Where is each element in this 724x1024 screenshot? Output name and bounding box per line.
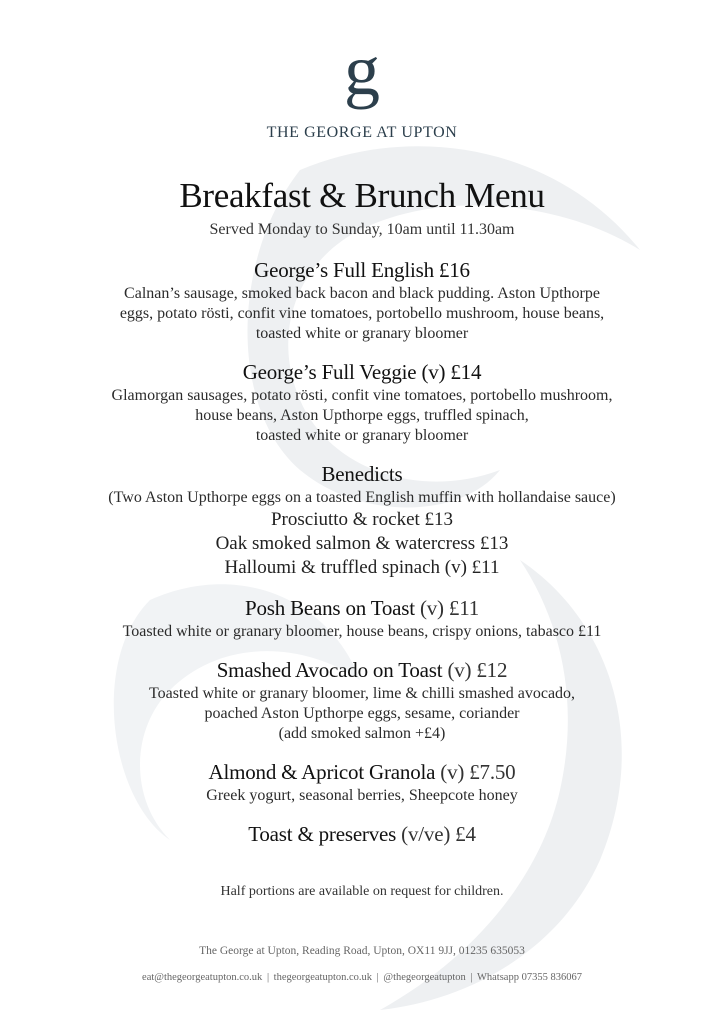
footer-separator: | (266, 972, 270, 983)
item-option: Prosciutto & rocket £13 (270, 509, 454, 530)
footer-social-link[interactable]: @thegeorgeatupton (383, 972, 466, 983)
footer-contacts (0, 972, 724, 983)
item-name: George’s Full Veggie (v) £14 (242, 360, 482, 384)
item-description-line: eggs, potato rösti, confit vine tomatoes, portobello mushroom, house beans, (119, 305, 605, 322)
item-heading (0, 594, 724, 622)
footer-whatsapp: Whatsapp 07355 836067 (476, 972, 582, 983)
menu-title: Breakfast & Brunch Menu (179, 176, 545, 215)
menu-item (0, 256, 724, 344)
item-description-line: Toasted white or granary bloomer, house beans, crispy onions, tabasco £11 (122, 623, 602, 640)
item-price: (v/ve) £4 (396, 822, 476, 846)
item-description-line: toasted white or granary bloomer (255, 427, 469, 444)
george-logo-icon (0, 38, 724, 118)
item-heading (0, 758, 724, 786)
menu-item (0, 656, 724, 744)
menu-item (0, 594, 724, 642)
item-description-line: Glamorgan sausages, potato rösti, confit vine tomatoes, portobello mushroom, (111, 387, 613, 404)
venue-name: THE GEORGE AT UPTON (266, 124, 458, 141)
item-heading (0, 656, 724, 684)
footer-address: The George at Upton, Reading Road, Upton, OX11 9JJ, 01235 635053 (199, 945, 525, 957)
item-name: George’s Full English £16 (254, 258, 470, 282)
item-description-line: (add smoked salmon +£4) (278, 725, 446, 742)
item-description-line: Calnan’s sausage, smoked back bacon and black pudding. Aston Upthorpe (124, 285, 600, 302)
item-name: Posh Beans on Toast (244, 596, 415, 620)
item-option: Halloumi & truffled spinach (v) £11 (224, 557, 500, 578)
footer-website-link[interactable]: thegeorgeatupton.co.uk (273, 972, 373, 983)
item-price: (v) £7.50 (435, 760, 516, 784)
item-name: Almond & Apricot Granola (208, 760, 436, 784)
svg-text:g: g (344, 38, 380, 110)
children-note: Half portions are available on request for children. (220, 884, 504, 899)
item-description-line: Toasted white or granary bloomer, lime & chilli smashed avocado, (148, 685, 576, 702)
item-description-line: house beans, Aston Upthorpe eggs, truffled spinach, (195, 407, 529, 424)
menu-subtitle: Served Monday to Sunday, 10am until 11.30am (209, 221, 515, 238)
footer-separator: | (470, 972, 473, 983)
item-price: (v) £12 (442, 658, 508, 682)
item-option: Oak smoked salmon & watercress £13 (215, 533, 509, 554)
menu-item (0, 358, 724, 446)
menu-items (0, 256, 724, 862)
item-description-line: (Two Aston Upthorpe eggs on a toasted English muffin with hollandaise sauce) (108, 489, 616, 506)
item-name: Benedicts (321, 462, 403, 486)
item-description-line: toasted white or granary bloomer (255, 325, 469, 342)
item-heading (0, 820, 724, 848)
item-name: Toast & preserves (248, 822, 397, 846)
item-name: Smashed Avocado on Toast (216, 658, 443, 682)
footer-separator: | (376, 972, 379, 983)
menu-item (0, 820, 724, 848)
footer-email-link[interactable]: eat@thegeorgeatupton.co.uk (142, 972, 263, 983)
menu-item (0, 758, 724, 806)
item-description-line: poached Aston Upthorpe eggs, sesame, coriander (204, 705, 520, 722)
menu-item (0, 460, 724, 580)
item-price: (v) £11 (414, 596, 480, 620)
item-description-line: Greek yogurt, seasonal berries, Sheepcote honey (206, 787, 518, 804)
